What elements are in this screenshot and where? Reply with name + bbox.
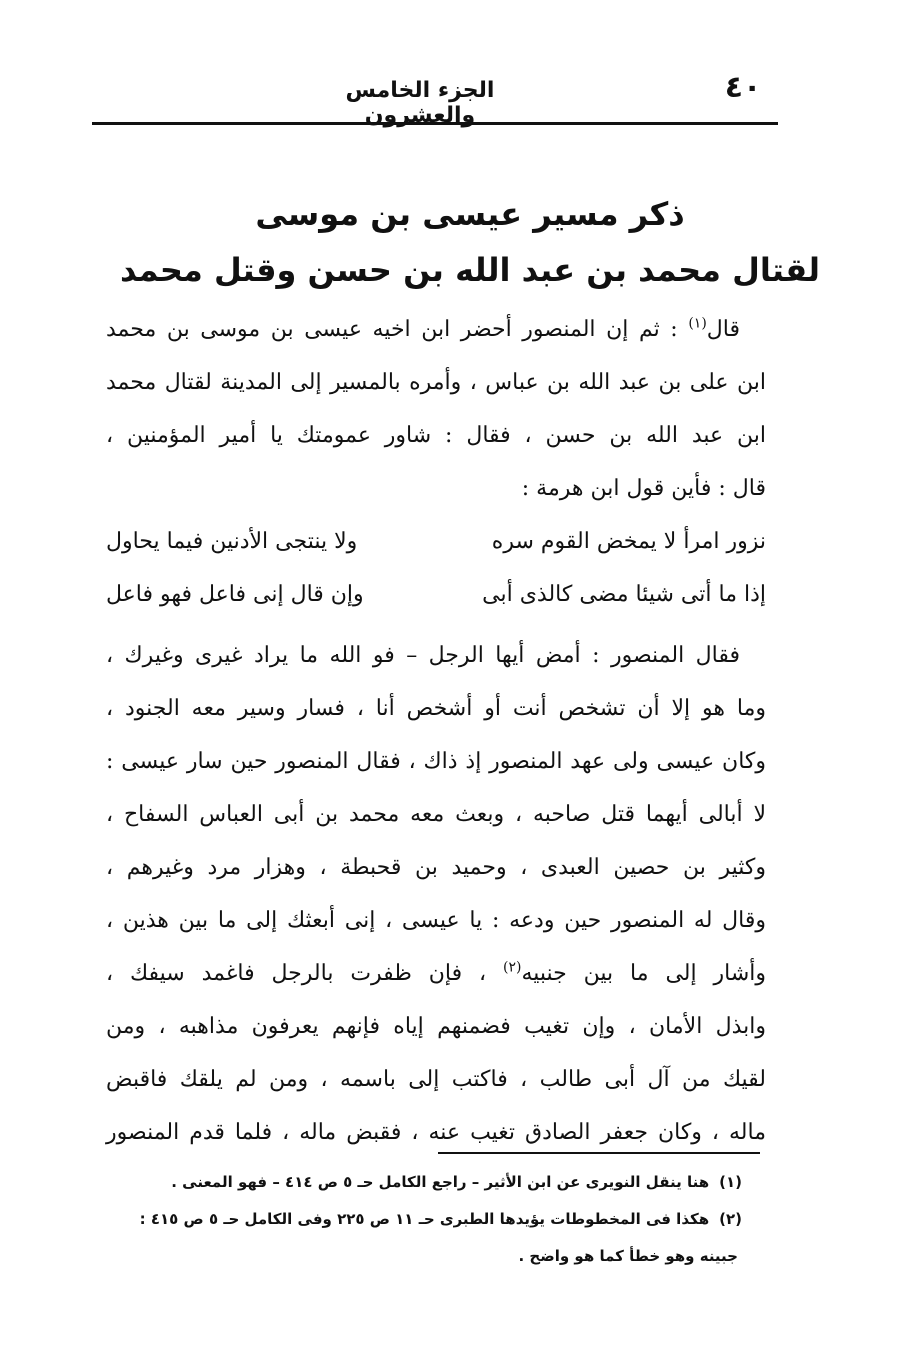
paragraph-1-line-2: ابن على بن عبد الله بن عباس ، وأمره بالمسير إلى المدينة لقتال محمد [106,370,766,395]
footnotes [130,1164,742,1275]
paragraph-2-line-5: وكثير بن حصين العبدى ، وحميد بن قحبطة ، وهزار مرد وغيرهم ، [106,855,766,880]
paragraph-2-line-6: وقال له المنصور حين ودعه : يا عيسى ، إنى أبعثك إلى ما بين هذين ، [106,908,766,933]
verse-1-first-hemistich: نزور امرأ لا يمخض القوم سره [491,529,766,554]
verse-2-first-hemistich: إذا ما أتى شيئا مضى كالذى أبى [482,582,766,607]
footnote-reference-1[interactable]: (١) [688,315,707,332]
footnote-1-text: هنا ينقل النويرى عن ابن الأثير – راجع الكامل حـ ٥ ص ٤١٤ – فهو المعنى . [171,1173,710,1191]
paragraph-2-line-3: وكان عيسى ولى عهد المنصور إذ ذاك ، فقال المنصور حين سار عيسى : [106,749,766,774]
body-text [106,303,766,1159]
chapter-title-line-1: ذكر مسير عيسى بن موسى [255,195,685,233]
verse-2-second-hemistich: وإن قال إنى فاعل فهو فاعل [106,582,364,607]
paragraph-2-line-9: لقيك من آل أبى طالب ، فاكتب إلى باسمه ، ومن لم يلقك فاقبض [106,1067,766,1092]
poem-verse-2 [106,568,766,621]
chapter-title [100,186,840,298]
paragraph-1-line-1 [106,303,766,356]
footnote-2-number: (٢) [719,1210,742,1228]
paragraph-2-line-2: وما هو إلا أن تشخص أنت أو أشخص أنا ، فسار وسير معه الجنود ، [106,696,766,721]
footnote-1-number: (١) [719,1173,742,1191]
paragraph-2-line-1: فقال المنصور : أمض أيها الرجل – فو الله ما يراد غيرى وغيرك ، [106,643,740,668]
footnote-1 [130,1164,742,1201]
chapter-title-line-2: لقتال محمد بن عبد الله بن حسن وقتل محمد [119,251,820,289]
header-rule [92,122,778,125]
footnote-2 [130,1201,742,1238]
paragraph-1-line-3: ابن عبد الله بن حسن ، فقال : شاور عمومتك يا أمير المؤمنين ، [106,423,766,448]
footnote-separator [438,1152,760,1154]
body-text-segment: ، فإن ظفرت بالرجل فاغمد سيفك ، [106,961,503,986]
paragraph-2-line-7 [106,947,766,1000]
poem-verse-1 [106,515,766,568]
verse-1-second-hemistich: ولا ينتجى الأدنين فيما يحاول [106,529,358,554]
body-text-segment: قال [706,317,740,342]
footnote-reference-2[interactable]: (٢) [502,959,522,976]
paragraph-1-line-4: قال : فأين قول ابن هرمة : [521,476,766,501]
body-text-segment: : ثم إن المنصور أحضر ابن اخيه عيسى بن موسى بن محمد [106,317,689,342]
footnote-2-text: هكذا فى المخطوطات يؤيدها الطبرى حـ ١١ ص ٢٢٥ وفى الكامل حـ ٥ ص ٤١٥ : [139,1210,710,1228]
paragraph-2-line-4: لا أبالى أيهما قتل صاحبه ، وبعث معه محمد بن أبى العباس السفاح ، [106,802,766,827]
paragraph-2-line-10: ماله ، وكان جعفر الصادق تغيب عنه ، فقبض ماله ، فلما قدم المنصور [106,1120,766,1145]
running-title: الجزء الخامس والعشرون [345,78,495,128]
paragraph-gap [106,621,766,629]
body-text-segment: وأشار إلى ما بين جنبيه [521,961,766,986]
page-number: ٤٠ [724,70,762,105]
paragraph-2-line-8: وابذل الأمان ، وإن تغيب فضمنهم إياه فإنهم يعرفون مذاهبه ، ومن [106,1014,766,1039]
footnote-2-continuation: جبينه وهو خطأ كما هو واضح . [518,1247,738,1265]
